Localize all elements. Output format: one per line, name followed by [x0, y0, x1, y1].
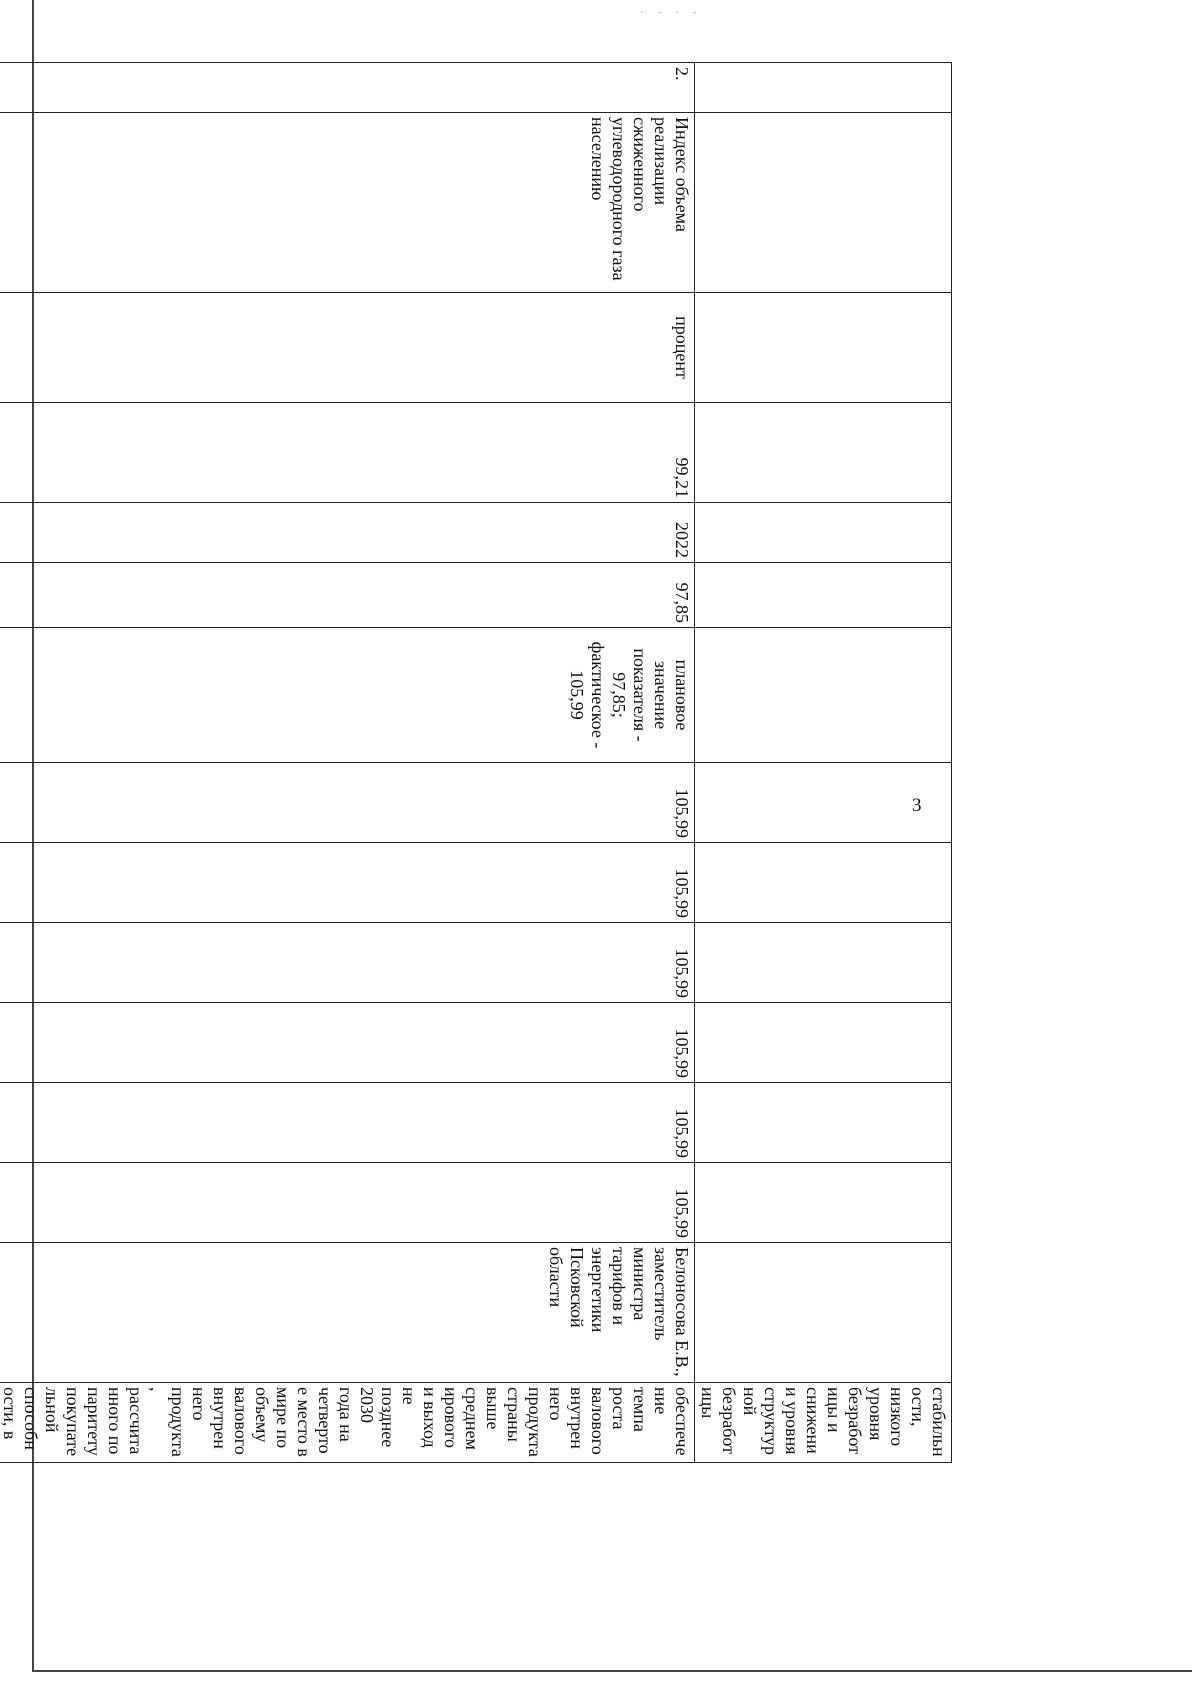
cell [695, 1243, 952, 1383]
row2-target: 105,99 [0, 1083, 695, 1163]
cell [695, 293, 952, 403]
rotated-table-region [0, 62, 952, 1462]
row2-target: 105,99 [0, 1003, 695, 1083]
table-row-top [695, 63, 952, 1463]
cell [695, 1163, 952, 1243]
row2-note: плановое значение показателя - 97,85; фактическое - 105,99 [0, 628, 695, 763]
row2-goal: обеспечение темпа роста валового внутреннего продукта страны выше среднемирового и выход не позднее 2030 года на четвертое место в мире по объему валового внутреннего продукта, рассчитанного по паритету покупательной способности, в [0, 1383, 695, 1463]
cell [695, 113, 952, 293]
page-border-bottom [32, 1670, 1192, 1672]
cell [695, 1083, 952, 1163]
row2-target: 105,99 [0, 1163, 695, 1243]
indicators-table [0, 62, 952, 1463]
row2-unit: процент [0, 293, 695, 403]
cell [695, 843, 952, 923]
cell [695, 563, 952, 628]
row2-name: Индекс объема реализации сжиженного углеводородного газа населению [0, 113, 695, 293]
cell [695, 628, 952, 763]
cell [695, 63, 952, 113]
row2-target: 105,99 [0, 763, 695, 843]
row2-target: 105,99 [0, 843, 695, 923]
cell [695, 763, 952, 843]
row2-number: 2. [0, 63, 695, 113]
cell [695, 403, 952, 503]
row2-base-value: 99,21 [0, 403, 695, 503]
row2-target: 105,99 [0, 923, 695, 1003]
cell [695, 923, 952, 1003]
scan-artifact: · · · · [640, 8, 703, 19]
row2-base-year: 2022 [0, 503, 695, 563]
cell [695, 503, 952, 563]
row2-responsible: Белоносова Е.В., заместитель министра тарифов и энергетики Псковской области [0, 1243, 695, 1383]
row2-current-value: 97,85 [0, 563, 695, 628]
top-goal-cell: стабильности, низкого уровня безработицы и снижении уровня структурной безработицы [695, 1383, 952, 1463]
page-number: 3 [912, 795, 922, 816]
cell [695, 1003, 952, 1083]
table-row-indicator-2 [0, 63, 695, 1463]
